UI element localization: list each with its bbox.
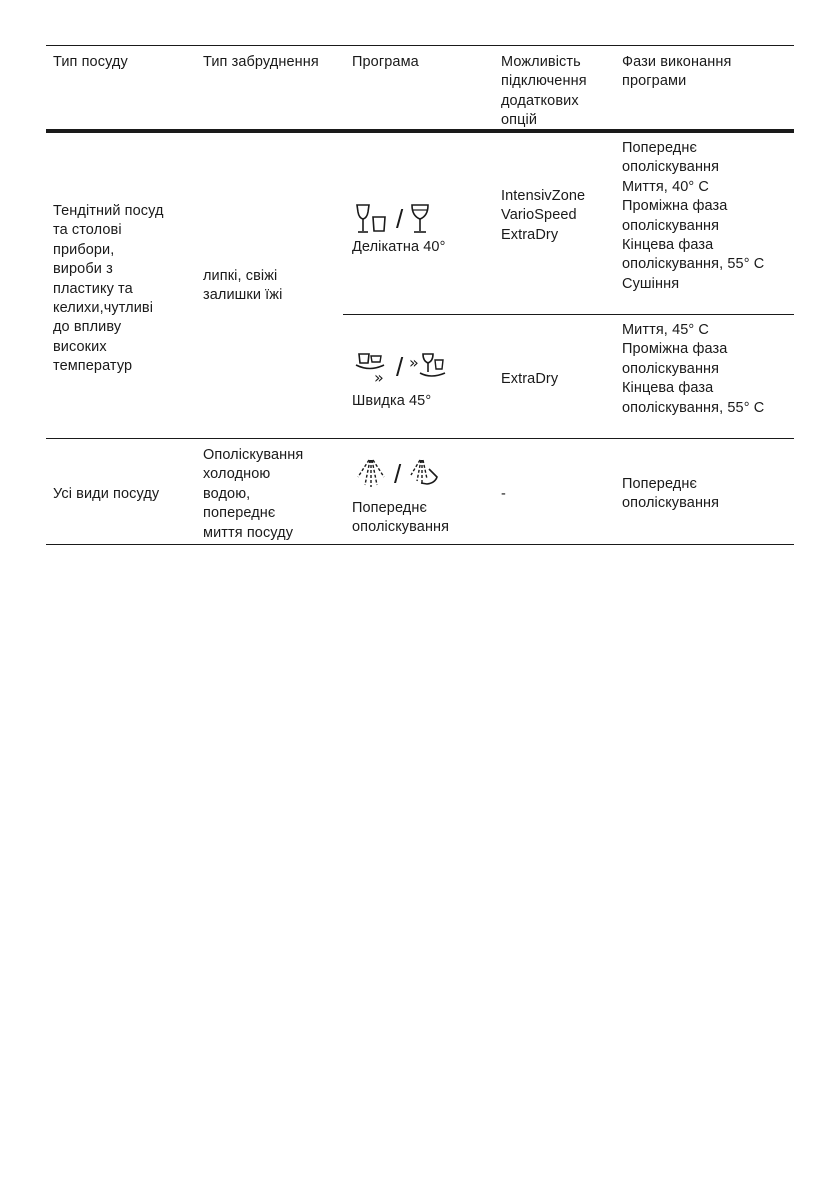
prerinse-options: - xyxy=(501,486,506,502)
prerinse-phases: Попереднє ополіскування xyxy=(622,476,720,512)
group2-soil-type: Ополіскування холодною водою, попереднє миття посуду xyxy=(203,447,304,541)
delicate-phases: Попереднє ополіскування Миття, 40° C Проміжна фаза ополіскування Кінцева фаза ополіскування, 55° C Сушіння xyxy=(622,140,765,292)
spray-hand-icon xyxy=(407,457,441,491)
slash-separator: / xyxy=(396,204,404,234)
quick-phases: Миття, 45° C Проміжна фаза ополіскування Кінцева фаза ополіскування, 55° C xyxy=(622,322,765,416)
svg-text:»: » xyxy=(409,353,420,372)
header-dish-type: Тип посуду xyxy=(53,54,128,70)
group1-dish-type: Тендітний посуд та столові прибори, вироби з пластику та келихи,чутливі до впливу високих температур xyxy=(53,203,164,375)
quick-cup-icon xyxy=(354,350,390,384)
prerinse-program-icons xyxy=(354,456,441,492)
spray-icon xyxy=(354,457,388,491)
header-options: Можливість підключення додаткових опцій xyxy=(501,54,587,129)
header-program: Програма xyxy=(352,54,419,70)
quick-program-name: Швидка 45° xyxy=(352,393,432,409)
group2-dish-type: Усі види посуду xyxy=(53,486,160,502)
quick-program-icons xyxy=(354,349,449,385)
top-rule xyxy=(46,45,794,46)
delicate-program-icons xyxy=(354,201,431,237)
delicate-options: IntensivZone VarioSpeed ExtraDry xyxy=(501,188,586,243)
wine-glass-icon xyxy=(409,202,431,236)
quick-glass-icon xyxy=(409,350,449,384)
group-divider xyxy=(46,438,794,439)
glass-and-cup-icon xyxy=(354,202,390,236)
slash-separator: / xyxy=(396,352,404,382)
row-divider xyxy=(343,314,794,315)
header-phases: Фази виконання програми xyxy=(622,54,732,90)
header-rule xyxy=(46,129,794,133)
group1-soil-type: липкі, свіжі залишки їжі xyxy=(203,268,283,304)
delicate-program-name: Делікатна 40° xyxy=(352,239,446,255)
bottom-rule xyxy=(46,544,794,545)
slash-separator: / xyxy=(394,459,402,489)
header-soil-type: Тип забруднення xyxy=(203,54,319,70)
svg-text:»: » xyxy=(374,368,384,384)
quick-options: ExtraDry xyxy=(501,371,559,387)
prerinse-program-name: Попереднє ополіскування xyxy=(352,500,450,536)
